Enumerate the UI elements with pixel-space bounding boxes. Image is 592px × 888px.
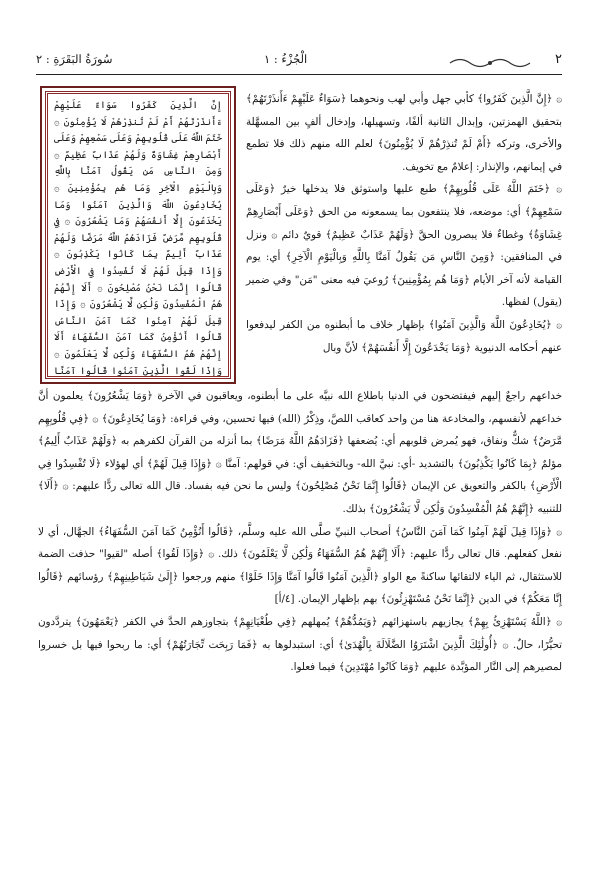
- tafsir-paragraph: ۞ ﴿وَإِذَا قِيلَ لَهُمْ آمِنُوا كَمَا آمَنَ النَّاسُ﴾ أصحاب النبيِّ صلَّى الله عليه وسلَّم، ﴿قَالُوا أَنُؤْمِنُ كَمَا آمَنَ السُّفَهَاءُ﴾ الجهَّال، أي لا نفعل كفعلهم. قال تعالى ردًّا عليهم: ﴿أَلَا إِنَّهُمْ هُمُ السُّفَهَاءُ وَلَٰكِن لَّا يَعْلَمُونَ﴾ ذلك. ۞ ﴿وَإِذَا لَقُوا﴾ أصله "لقيوا" حذفت الضمة للاستثقال، ثم الياء لالتقائها ساكنةً مع الواو ﴿الَّذِينَ آمَنُوا قَالُوا آمَنَّا وَإِذَا خَلَوْا﴾ منهم ورجعوا ﴿إِلَىٰ شَيَاطِينِهِمْ﴾ رؤسائهم ﴿قَالُوا إِنَّا مَعَكُمْ﴾ في الدين ﴿إِنَّمَا نَحْنُ مُسْتَهْزِئُونَ﴾ بهم بإظهار الإيمان. [٤/أ]: [38, 525, 562, 606]
- page-header: [36, 50, 562, 74]
- tafsir-full-width: [38, 385, 562, 679]
- surah-label: سُورَةُ البَقَرَةِ : ٢: [36, 52, 113, 66]
- ornament-icon: [448, 56, 532, 70]
- page-number: ٢: [555, 52, 562, 67]
- tafsir-side-column: [246, 88, 562, 359]
- header-rule: [36, 74, 562, 75]
- tafsir-paragraph: ۞ ﴿يُخَادِعُونَ اللَّهَ وَالَّذِينَ آمَنُوا﴾ بإظهار خلاف ما أبطنوه من الكفر ليدفعوا عنهم أحكامه الدنيوية ﴿وَمَا يَخْدَعُونَ إِلَّا أَنفُسَهُمْ﴾ لأنَّ وبال: [246, 318, 562, 354]
- quran-text: إِنَّ الَّذِينَ كَفَرُوا سَوَاءٌ عَلَيْهِمْ ءَأَنذَرْتَهُمْ أَمْ لَمْ تُنذِرْهُمْ لَا يُؤْمِنُونَ ۞ خَتَمَ اللَّهُ عَلَى قُلُوبِهِمْ وَعَلَى سَمْعِهِمْ وَعَلَى أَبْصَارِهِمْ غِشَاوَةٌ وَلَهُمْ عَذَابٌ عَظِيمٌ ۞ وَمِنَ النَّاسِ مَن يَقُولُ آمَنَّا بِاللَّهِ وَبِالْيَوْمِ الْآخِرِ وَمَا هُم بِمُؤْمِنِينَ ۞ يُخَادِعُونَ اللَّهَ وَالَّذِينَ آمَنُوا وَمَا يَخْدَعُونَ إِلَّا أَنفُسَهُمْ وَمَا يَشْعُرُونَ ۞ فِي قُلُوبِهِم مَّرَضٌ فَزَادَهُمُ اللَّهُ مَرَضًا وَلَهُمْ عَذَابٌ أَلِيمٌ بِمَا كَانُوا يَكْذِبُونَ ۞ وَإِذَا قِيلَ لَهُمْ لَا تُفْسِدُوا فِي الْأَرْضِ قَالُوا إِنَّمَا نَحْنُ مُصْلِحُونَ ۞ أَلَا إِنَّهُمْ هُمُ الْمُفْسِدُونَ وَلَٰكِن لَّا يَشْعُرُونَ ۞ وَإِذَا قِيلَ لَهُمْ آمِنُوا كَمَا آمَنَ النَّاسُ قَالُوا أَنُؤْمِنُ كَمَا آمَنَ السُّفَهَاءُ أَلَا إِنَّهُمْ هُمُ السُّفَهَاءُ وَلَٰكِن لَّا يَعْلَمُونَ ۞ وَإِذَا لَقُوا الَّذِينَ آمَنُوا قَالُوا آمَنَّا: [45, 91, 231, 379]
- quran-text-box: [40, 86, 236, 384]
- tafsir-paragraph: ۞ ﴿خَتَمَ اللَّهُ عَلَى قُلُوبِهِمْ﴾ طبع عليها واستوثق فلا يدخلها خيرٌ ﴿وَعَلَى سَمْعِهِمْ﴾ أي: موضعه، فلا ينتفعون بما يسمعونه من الحق ﴿وَعَلَى أَبْصَارِهِمْ غِشَاوَةٌ﴾ وغطاءٌ فلا يبصرون الحقَّ ﴿وَلَهُمْ عَذَابٌ عَظِيمٌ﴾ قويٌ دائم ۞ ونزل في المنافقين: ﴿وَمِنَ النَّاسِ مَن يَقُولُ آمَنَّا بِاللَّهِ وَبِالْيَوْمِ الْآخِرِ﴾ أي: يوم القيامة لأنه آخر الأيام ﴿وَمَا هُم بِمُؤْمِنِينَ﴾ رُوعيَ فيه معنى "مَن" وفي ضمير (يقول) لفظها.: [246, 183, 562, 309]
- tafsir-paragraph: خداعهم راجعٌ إليهم فيفتضحون في الدنيا باطلاع الله نبيَّه على ما أبطنوه، ويعاقبون في الآخرة ﴿وَمَا يَشْعُرُونَ﴾ يعلمون أنَّ خداعهم لأنفسهم، والمخادعة هنا من واحد كعاقب اللصَّ، وذِكْرُ (الله) فيها تحسين، وفي قراءة: ﴿وَمَا يُخَادِعُونَ﴾ ۞ ﴿فِي قُلُوبِهِم مَّرَضٌ﴾ شكٌّ ونفاق، فهو يُمرض قلوبهم أي: يُضعفها ﴿فَزَادَهُمُ اللَّهُ مَرَضًا﴾ بما أنزله من القرآن لكفرهم به ﴿وَلَهُمْ عَذَابٌ أَلِيمٌ﴾ مؤلمٌ ﴿بِمَا كَانُوا يَكْذِبُونَ﴾ بالتشديد -أي: نبيَّ الله- وبالتخفيف أي: في قولهم: آمنَّا ۞ ﴿وَإِذَا قِيلَ لَهُمْ﴾ أي لهؤلاء ﴿لَا تُفْسِدُوا فِي الْأَرْضِ﴾ بالكفر والتعويق عن الإيمان ﴿قَالُوا إِنَّمَا نَحْنُ مُصْلِحُونَ﴾ وليس ما نحن فيه بفساد. قال الله تعالى ردًّا عليهم: ۞ ﴿أَلَا﴾ للتنبيه ﴿إِنَّهُمْ هُمُ الْمُفْسِدُونَ وَلَٰكِن لَّا يَشْعُرُونَ﴾ بذلك.: [38, 390, 562, 515]
- tafsir-paragraph: ۞ ﴿إِنَّ الَّذِينَ كَفَرُوا﴾ كأبي جهل وأبي لهب ونحوهما ﴿سَوَاءٌ عَلَيْهِمْ ءَأَنذَرْتَهُمْ﴾ بتحقيق الهمزتين، وإبدال الثانية ألفًا، وتسهيلها، وإدخال ألفٍ بين المسهَّلة والأخرى، وتركه ﴿أَمْ لَمْ تُنذِرْهُمْ لَا يُؤْمِنُونَ﴾ لعلم الله منهم ذلك فلا تطمع في إيمانهم، والإنذار: إعلامٌ مع تخويف.: [246, 93, 562, 173]
- tafsir-paragraph: ۞ ﴿اللَّهُ يَسْتَهْزِئُ بِهِمْ﴾ يجازيهم باستهزائهم ﴿وَيَمُدُّهُمْ﴾ يُمهلهم ﴿فِي طُغْيَانِهِمْ﴾ بتجاوزهم الحدَّ في الكفر ﴿يَعْمَهُونَ﴾ يتردَّدون تحيُّرًا، حالٌ. ۞ ﴿أُولَٰئِكَ الَّذِينَ اشْتَرَوُا الضَّلَالَةَ بِالْهُدَىٰ﴾ أي: استبدلوها به ﴿فَمَا رَبِحَت تِّجَارَتُهُمْ﴾ أي: ما ربحوا فيها بل خسروا لمصيرهم إلى النَّار المؤبَّدة عليهم ﴿وَمَا كَانُوا مُهْتَدِينَ﴾ فيما فعلوا.: [38, 615, 562, 674]
- juz-label: الْجُزْءُ : ١: [264, 52, 308, 66]
